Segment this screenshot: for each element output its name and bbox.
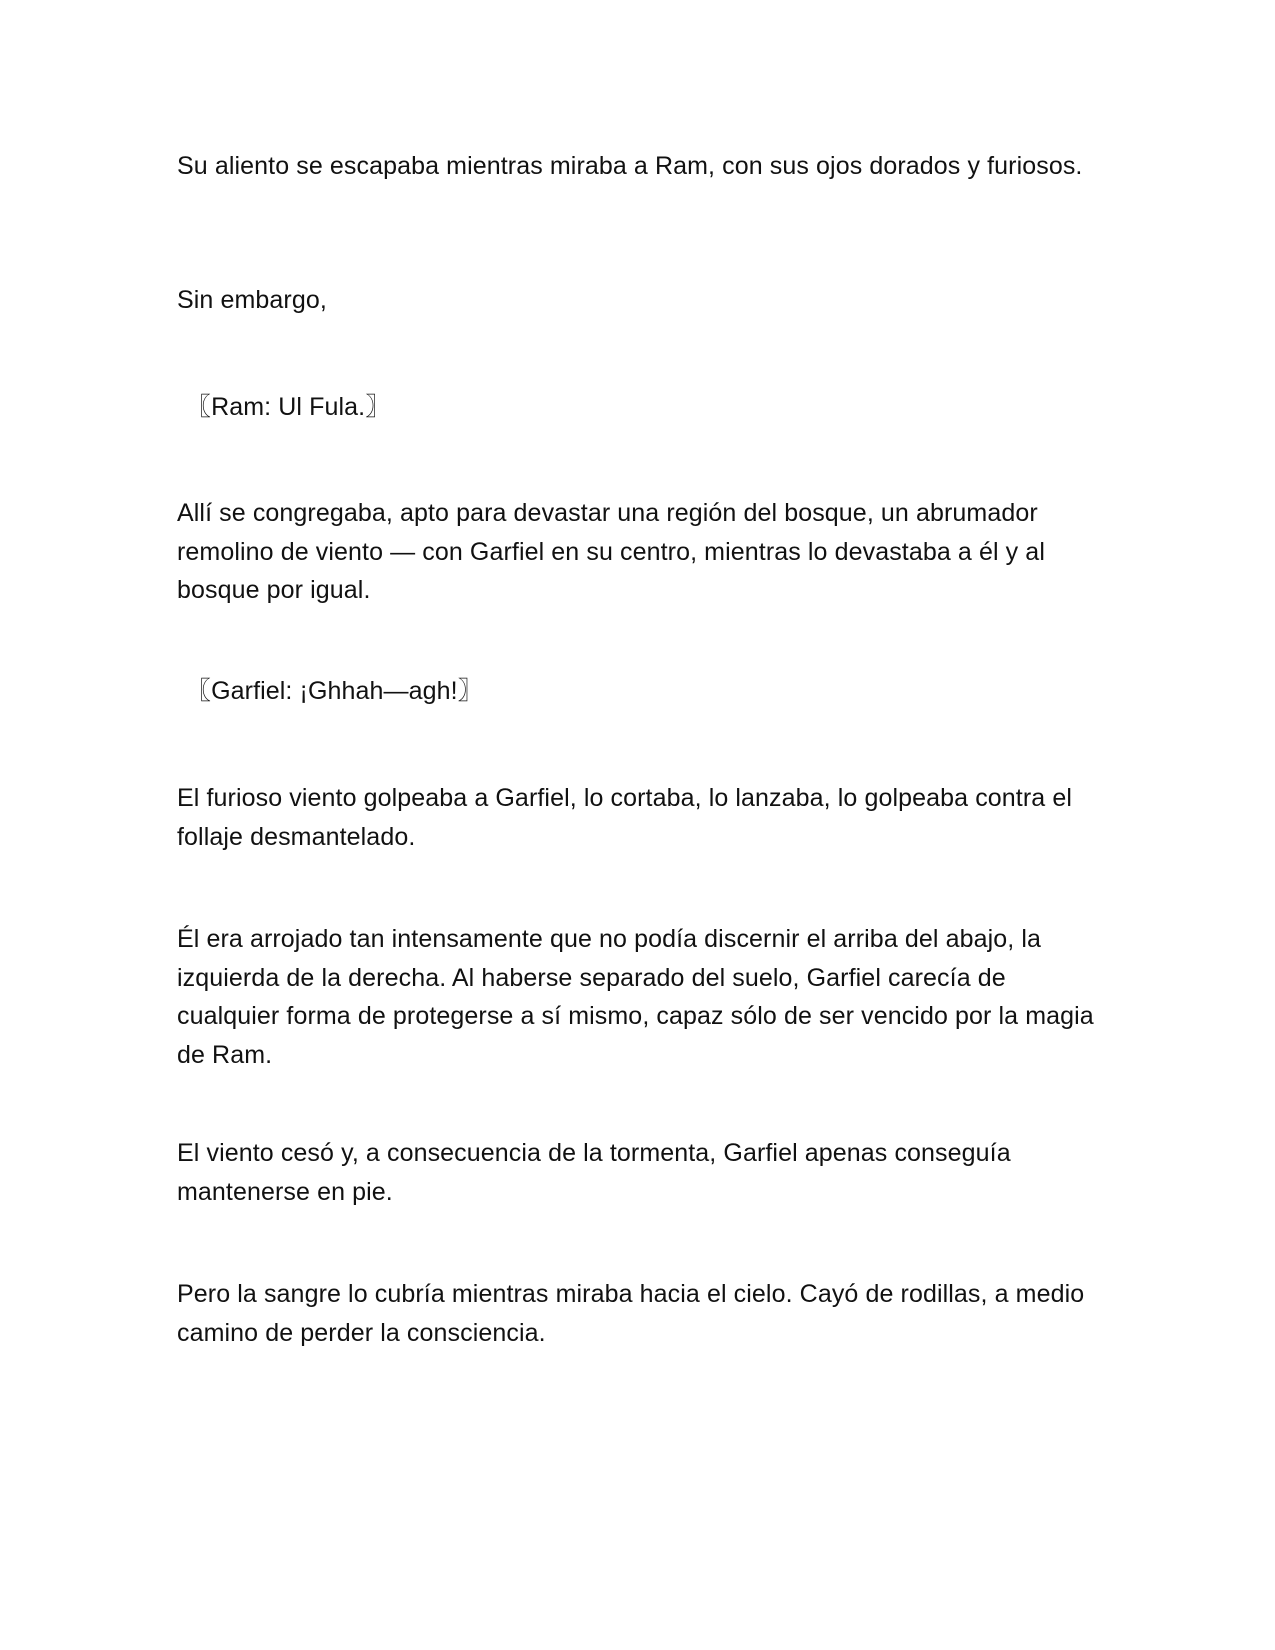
paragraph-6: El viento cesó y, a consecuencia de la tormenta, Garfiel apenas conseguía mantenerse en pie.: [177, 1139, 1011, 1206]
paragraph-5: Él era arrojado tan intensamente que no podía discernir el arriba del abajo, la izquierda de la derecha. Al haberse separado del suelo, Garfiel carecía de cualquier forma de protegerse a sí mismo, capaz sólo de ser vencido por la magia de Ram.: [177, 925, 1094, 1069]
paragraph-4: El furioso viento golpeaba a Garfiel, lo cortaba, lo lanzaba, lo golpeaba contra el follaje desmantelado.: [177, 784, 1072, 851]
paragraph-1: Su aliento se escapaba mientras miraba a Ram, con sus ojos dorados y furiosos.: [177, 152, 1083, 180]
dialogue-garfiel: 〖Garfiel: ¡Ghhah—agh!〗: [186, 677, 483, 705]
dialogue-ram: 〖Ram: Ul Fula.〗: [186, 393, 391, 421]
paragraph-7: Pero la sangre lo cubría mientras miraba hacia el cielo. Cayó de rodillas, a medio camino de perder la consciencia.: [177, 1280, 1085, 1347]
paragraph-2: Sin embargo,: [177, 286, 327, 314]
paragraph-3: Allí se congregaba, apto para devastar una región del bosque, un abrumador remolino de viento — con Garfiel en su centro, mientras lo devastaba a él y al bosque por igual.: [177, 499, 1045, 604]
